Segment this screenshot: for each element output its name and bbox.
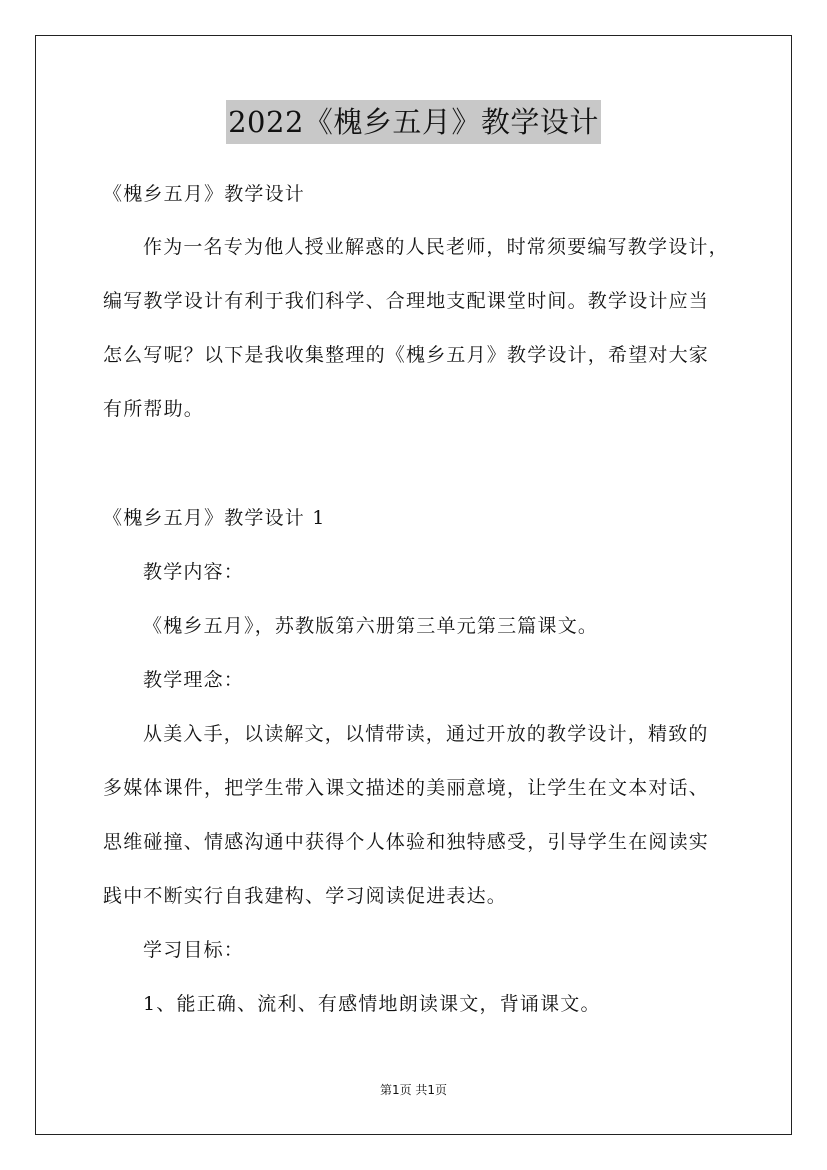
- paragraph-line: 思维碰撞、情感沟通中获得个人体验和独特感受，引导学生在阅读实: [103, 831, 710, 853]
- paragraph-line: 编写教学设计有利于我们科学、合理地支配课堂时间。教学设计应当: [103, 290, 710, 312]
- section-heading: 《槐乡五月》教学设计: [103, 183, 306, 205]
- paragraph-line: 作为一名专为他人授业解惑的人民老师，时常须要编写教学设计，: [143, 236, 729, 258]
- subheading: 教学内容：: [143, 561, 245, 583]
- paragraph-line: 有所帮助。: [103, 398, 205, 420]
- title-container: [0, 100, 827, 144]
- page-footer: 第1页 共1页: [379, 1083, 448, 1097]
- paragraph-line: 多媒体课件，把学生带入课文描述的美丽意境，让学生在文本对话、: [103, 777, 710, 799]
- paragraph-line: 1、能正确、流利、有感情地朗读课文，背诵课文。: [143, 993, 601, 1015]
- subheading: 学习目标：: [143, 939, 245, 961]
- paragraph-line: 从美入手，以读解文，以情带读，通过开放的教学设计，精致的: [143, 723, 709, 745]
- paragraph-line: 《槐乡五月》，苏教版第六册第三单元第三篇课文。: [143, 615, 599, 637]
- subheading: 教学理念：: [143, 669, 245, 691]
- paragraph-line: 怎么写呢？以下是我收集整理的《槐乡五月》教学设计，希望对大家: [103, 344, 710, 366]
- document-title: 2022《槐乡五月》教学设计: [226, 100, 601, 144]
- paragraph-line: 践中不断实行自我建构、学习阅读促进表达。: [103, 885, 508, 907]
- section-heading: 《槐乡五月》教学设计 1: [103, 507, 326, 529]
